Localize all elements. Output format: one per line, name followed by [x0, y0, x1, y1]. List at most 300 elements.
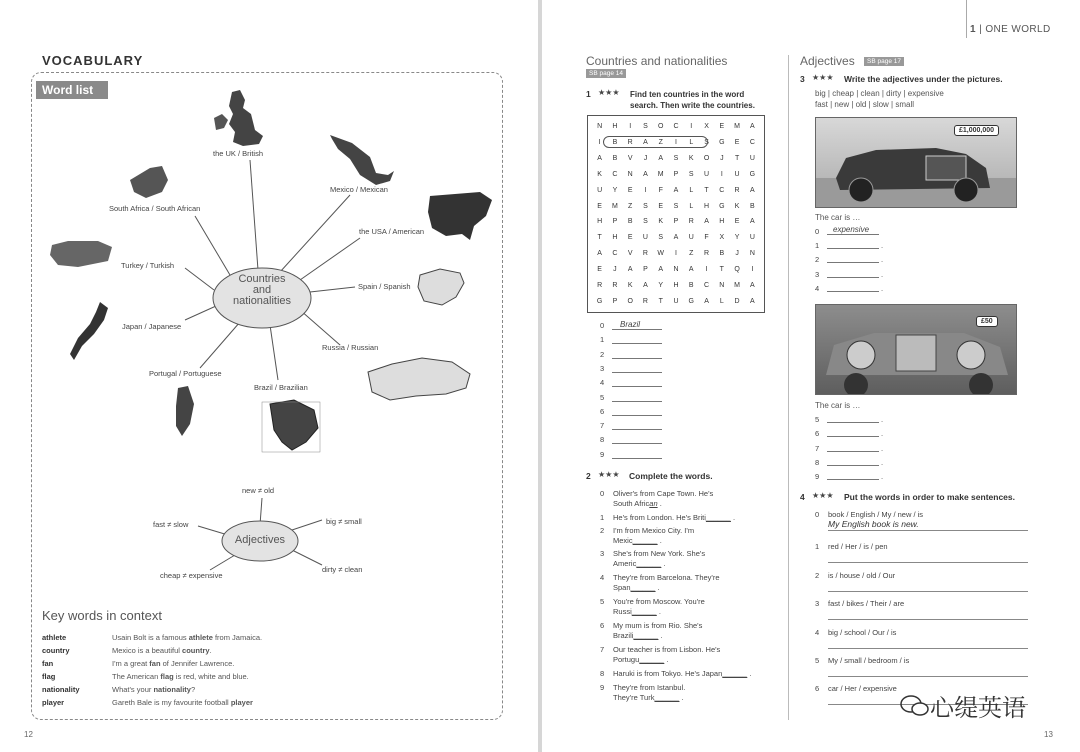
key-word: athlete	[42, 633, 67, 642]
grid-letter: E	[597, 265, 602, 273]
item-answer[interactable]: ______	[631, 607, 657, 616]
center-line-2: and	[252, 284, 272, 296]
key-word-row	[42, 659, 462, 668]
word-list-tab: Word list	[36, 81, 108, 99]
item-number: 3	[600, 549, 605, 558]
item-end: .	[664, 655, 669, 664]
grid-letter: E	[627, 186, 633, 194]
answer-blank[interactable]	[612, 436, 662, 444]
grid-letter: C	[719, 186, 725, 194]
grid-letter: N	[719, 281, 725, 289]
answer-line: 2 .	[815, 255, 884, 265]
wechat-icon	[900, 694, 930, 718]
complete-word-item	[600, 549, 780, 569]
item-number: 9	[600, 683, 605, 692]
item-number: 4	[815, 628, 820, 637]
grid-letter: P	[673, 218, 679, 226]
key-word-row	[42, 633, 462, 642]
kw-bold: fan	[149, 659, 161, 668]
grid-letter: H	[612, 123, 618, 131]
grid-letter: B	[627, 218, 633, 226]
kw-sentence: The American	[112, 672, 161, 681]
item-end: .	[747, 669, 752, 678]
item-answer[interactable]: ______	[722, 669, 748, 678]
complete-word-item	[600, 621, 780, 641]
adjectives-center-label: Adjectives	[234, 534, 286, 546]
grid-letter: A	[673, 186, 679, 194]
answer-blank[interactable]	[827, 255, 879, 263]
grid-letter: S	[643, 123, 648, 131]
grid-letter: T	[734, 155, 740, 163]
answer-line: 3 .	[815, 269, 884, 279]
exercise-2-number: 2	[586, 471, 591, 481]
answer-line	[600, 450, 662, 459]
item-number: 0	[815, 510, 820, 519]
item-text: Our teacher is from Lisbon. He's	[613, 645, 721, 654]
grid-letter: I	[675, 250, 677, 258]
answer-number: 2	[600, 349, 605, 359]
grid-letter: U	[673, 297, 679, 305]
answer-blank[interactable]	[612, 351, 662, 359]
key-word: flag	[42, 672, 56, 681]
sentence-item	[800, 656, 1032, 677]
item-end: .	[730, 513, 736, 522]
sentence-answer[interactable]	[828, 580, 1028, 592]
turkey-map-icon	[50, 241, 112, 267]
item-number: 5	[600, 597, 605, 606]
grid-letter: J	[643, 155, 648, 163]
answer-number: 3	[600, 363, 605, 373]
grid-letter: L	[689, 202, 694, 210]
answer-line	[600, 407, 662, 416]
answer-number: 1	[815, 241, 820, 250]
answer-number: 8	[600, 435, 605, 445]
grid-letter: P	[612, 218, 618, 226]
item-stem: South Afric	[613, 499, 650, 508]
item-number: 6	[600, 621, 605, 630]
exercise-3-instruction: Write the adjectives under the pictures.	[844, 74, 1003, 84]
answer-number: 1	[600, 335, 605, 345]
answer-blank[interactable]	[827, 415, 879, 423]
item-end: .	[661, 559, 666, 568]
grid-letter: U	[704, 170, 710, 178]
answer-blank[interactable]	[612, 408, 662, 416]
kw-post: from Jamaica.	[212, 633, 263, 642]
grid-letter: H	[673, 281, 679, 289]
grid-letter: R	[704, 250, 710, 258]
sentence-answer[interactable]: My English book is new.	[828, 519, 1028, 531]
key-word: fan	[42, 659, 54, 668]
answer-line: 0 expensive	[815, 227, 879, 236]
answer-line: 4 .	[815, 283, 884, 293]
answer-blank[interactable]	[612, 379, 662, 387]
answer-blank[interactable]	[612, 336, 662, 344]
item-text: I'm from Mexico City. I'm	[613, 526, 695, 535]
complete-word-item	[600, 513, 780, 523]
item-number: 2	[600, 526, 605, 535]
grid-letter: C	[612, 170, 618, 178]
grid-letter: V	[627, 155, 633, 163]
grid-letter: U	[749, 234, 755, 242]
grid-letter: A	[704, 297, 709, 305]
grid-letter: R	[597, 281, 603, 289]
grid-letter: A	[597, 155, 602, 163]
answer-blank[interactable]	[612, 422, 662, 430]
answer-line	[600, 350, 662, 359]
portugal-map-icon	[176, 386, 194, 436]
section-countries-title: Countries and nationalities	[586, 54, 728, 68]
grid-letter: C	[612, 250, 618, 258]
answer-line	[600, 421, 662, 430]
country-spain: Spain / Spanish	[358, 282, 411, 291]
mexico-map-icon	[330, 135, 394, 185]
item-answer[interactable]: ______	[636, 559, 662, 568]
grid-letter: O	[657, 123, 664, 131]
answer-blank[interactable]: Brazil	[612, 322, 662, 330]
grid-letter: B	[750, 202, 755, 210]
grid-letter: S	[658, 234, 664, 242]
grid-letter: A	[597, 250, 602, 258]
price-tag-expensive: £1,000,000	[954, 125, 999, 136]
grid-letter: U	[688, 234, 694, 242]
grid-letter: I	[675, 139, 677, 147]
grid-letter: J	[613, 265, 617, 273]
answer-line: 8 .	[815, 457, 884, 467]
item-end: .	[658, 631, 663, 640]
answer-line	[600, 364, 662, 373]
answer-line	[600, 435, 662, 444]
usa-map-icon	[428, 192, 492, 240]
answer-blank[interactable]	[612, 451, 662, 459]
left-page	[0, 0, 538, 752]
kw-bold: player	[230, 698, 253, 707]
exercise-3-number: 3	[800, 74, 805, 84]
grid-letter: R	[688, 218, 694, 226]
exercise-4-number: 4	[800, 492, 805, 502]
exercise-3-words-line-2: fast | new | old | slow | small	[815, 100, 915, 109]
kw-sentence: I'm a great	[112, 659, 150, 668]
grid-letter: S	[673, 155, 679, 163]
grid-letter: H	[719, 218, 725, 226]
item-text: She's from New York. She's	[613, 549, 706, 558]
grid-letter: I	[690, 123, 693, 131]
watermark-text: 心缇英语	[930, 694, 1026, 722]
answer-number: 2	[815, 255, 820, 265]
grid-letter: F	[658, 186, 663, 194]
grid-letter: M	[657, 170, 664, 178]
kw-post: ?	[190, 685, 196, 694]
grid-letter: A	[688, 265, 694, 273]
grid-letter: T	[597, 234, 602, 242]
grid-letter: A	[750, 218, 755, 226]
item-number: 3	[815, 599, 820, 608]
item-answer[interactable]: ______	[639, 655, 665, 664]
grid-letter: W	[657, 250, 665, 258]
grid-letter: B	[612, 155, 618, 163]
item-number: 4	[600, 573, 605, 582]
grid-letter: P	[643, 265, 648, 273]
grid-letter: D	[734, 297, 740, 305]
answer-blank[interactable]	[827, 270, 879, 278]
grid-letter: T	[658, 297, 663, 305]
grid-letter: P	[612, 297, 618, 305]
item-number: 2	[815, 571, 820, 580]
grid-letter: K	[734, 202, 740, 210]
item-text: They're from Barcelona. They're	[613, 573, 720, 582]
country-russia: Russia / Russian	[322, 343, 379, 352]
grid-letter: K	[597, 170, 602, 178]
item-number: 6	[815, 684, 820, 693]
kw-sentence: Gareth Bale is my favourite football	[112, 698, 231, 707]
grid-letter: O	[703, 155, 710, 163]
uk-map-icon	[229, 90, 263, 146]
grid-letter: Z	[628, 202, 633, 210]
item-text: Haruki is from Tokyo. He's Japan	[613, 669, 723, 678]
grid-letter: A	[643, 170, 648, 178]
grid-letter: Y	[612, 186, 618, 194]
section-adjectives-title: Adjectives	[800, 54, 855, 68]
brazil-circle	[603, 136, 708, 148]
kw-post: is red, white and blue.	[173, 672, 249, 681]
grid-letter: P	[673, 170, 679, 178]
answer-blank[interactable]	[612, 394, 662, 402]
unit-title: ONE WORLD	[985, 24, 1051, 35]
grid-letter: A	[627, 265, 633, 273]
item-answer[interactable]: ______	[632, 536, 658, 545]
grid-letter: G	[719, 139, 725, 147]
item-answer[interactable]: ______	[654, 693, 680, 702]
key-word: player	[42, 698, 65, 707]
item-text: He's from London. He's Briti	[613, 513, 706, 522]
grid-letter: M	[611, 202, 618, 210]
answer-number: 5	[815, 415, 820, 424]
word-order: red / Her / is / pen	[828, 542, 888, 551]
word-order: fast / bikes / Their / are	[828, 599, 905, 608]
grid-letter: N	[749, 250, 755, 258]
answer-number: 7	[600, 421, 605, 431]
item-number: 8	[600, 669, 605, 678]
vocabulary-title: VOCABULARY	[42, 53, 144, 68]
grid-letter: I	[629, 123, 632, 131]
grid-letter: N	[673, 265, 679, 273]
grid-letter: Z	[658, 139, 663, 147]
answer-number: 4	[600, 378, 605, 388]
russia-map-icon	[368, 358, 470, 400]
complete-word-item	[600, 669, 780, 679]
kw-bold: athlete	[188, 633, 213, 642]
grid-letter: V	[627, 250, 633, 258]
grid-letter: C	[673, 123, 679, 131]
grid-letter: L	[719, 297, 724, 305]
adj-new-old: new ≠ old	[242, 486, 275, 495]
sentence-item	[800, 599, 1032, 620]
item-text: You're from Moscow. You're	[613, 597, 705, 606]
grid-letter: R	[642, 297, 648, 305]
grid-letter: E	[597, 202, 602, 210]
item-stem: Brazili	[613, 631, 634, 640]
grid-letter: A	[643, 139, 648, 147]
item-end: .	[657, 499, 662, 508]
answer-line	[600, 321, 662, 330]
kw-bold: flag	[160, 672, 174, 681]
brazil-map-icon	[270, 400, 318, 450]
word-order: big / school / Our / is	[828, 628, 897, 637]
column-divider	[788, 55, 789, 720]
answer-blank[interactable]	[827, 241, 879, 249]
grid-letter: G	[749, 170, 756, 178]
item-answer[interactable]: ______	[633, 631, 659, 640]
sentence-item	[800, 628, 1032, 649]
answer-line	[600, 393, 662, 402]
sentence-answer[interactable]	[828, 608, 1028, 620]
exercise-1-number: 1	[586, 89, 591, 99]
answer-blank[interactable]	[827, 429, 879, 437]
grid-letter: A	[750, 123, 755, 131]
word-order: My / small / bedroom / is	[828, 656, 910, 665]
spain-map-icon	[418, 269, 464, 305]
grid-letter: Z	[689, 250, 694, 258]
answer-blank[interactable]	[827, 472, 879, 480]
grid-letter: A	[750, 281, 755, 289]
japan-map-icon	[70, 302, 108, 360]
center-line-3: nationalities	[232, 295, 292, 307]
answer-number: 9	[600, 449, 605, 459]
answer-line: 7 .	[815, 443, 884, 453]
item-number: 1	[600, 513, 605, 522]
grid-letter: K	[658, 218, 664, 226]
grid-letter: U	[597, 186, 603, 194]
adj-big-small: big ≠ small	[326, 517, 362, 526]
item-stem: Span	[613, 583, 631, 592]
answer-number: 8	[815, 457, 820, 467]
grid-letter: N	[627, 170, 633, 178]
car-is-label-1: The car is …	[815, 213, 861, 222]
sentence-answer[interactable]	[828, 551, 1028, 563]
answer-number: 9	[815, 472, 820, 482]
grid-letter: X	[704, 123, 709, 131]
grid-letter: Y	[734, 234, 740, 242]
answer-number: 7	[815, 443, 820, 453]
grid-letter: Y	[658, 281, 664, 289]
key-word-row	[42, 672, 462, 681]
grid-letter: C	[749, 139, 755, 147]
grid-letter: U	[734, 170, 740, 178]
exercise-2-instruction: Complete the words.	[629, 471, 713, 481]
answer-line: 9 .	[815, 472, 884, 482]
item-answer[interactable]: an	[649, 499, 658, 508]
grid-letter: M	[734, 123, 740, 131]
key-word-row	[42, 685, 462, 694]
grid-letter: S	[704, 139, 709, 147]
section-countries-badge: SB page 14	[586, 69, 626, 78]
answer-line: 5 .	[815, 415, 884, 424]
answer-line: 1 .	[815, 241, 884, 250]
grid-letter: N	[597, 123, 603, 131]
grid-letter: A	[673, 234, 679, 242]
item-stem: Americ	[613, 559, 637, 568]
grid-letter: I	[720, 170, 723, 178]
grid-letter: U	[642, 234, 648, 242]
kw-sentence: What's your	[112, 685, 154, 694]
word-order: book / English / My / new / is	[828, 510, 924, 519]
answer-line: 6 .	[815, 429, 884, 439]
answer-blank[interactable]	[827, 458, 879, 466]
grid-letter: S	[673, 202, 679, 210]
word-order: is / house / old / Our	[828, 571, 896, 580]
page-number-left: 12	[24, 730, 33, 739]
country-portugal: Portugal / Portuguese	[149, 369, 222, 378]
key-words-title: Key words in context	[42, 608, 162, 623]
item-number: 0	[600, 489, 605, 498]
adj-cheap-expensive: cheap ≠ expensive	[160, 571, 223, 580]
answer-number: 4	[815, 283, 820, 293]
complete-word-item	[600, 573, 780, 593]
header-divider	[966, 0, 967, 38]
key-word: country	[42, 646, 70, 655]
item-end: .	[657, 536, 662, 545]
exercise-4-instruction: Put the words in order to make sentences.	[844, 492, 1015, 502]
item-stem: Russi	[613, 607, 632, 616]
grid-letter: R	[642, 250, 648, 258]
grid-letter: A	[658, 265, 664, 273]
item-stem: They're Turk	[613, 693, 655, 702]
grid-letter: F	[704, 234, 709, 242]
watermark	[900, 688, 1026, 723]
complete-word-item	[600, 526, 780, 546]
word-order: car / Her / expensive	[828, 684, 897, 693]
answer-line	[600, 378, 662, 387]
grid-letter: I	[751, 265, 754, 273]
grid-letter: S	[688, 170, 694, 178]
answer-blank[interactable]	[827, 284, 879, 292]
item-number: 1	[815, 542, 820, 551]
grid-letter: A	[658, 155, 664, 163]
answer-blank[interactable]	[827, 444, 879, 452]
price-tag-cheap: £50	[976, 316, 998, 327]
item-text: They're from Istanbul.	[613, 683, 686, 692]
item-end: .	[655, 583, 660, 592]
grid-letter: G	[596, 297, 603, 305]
answer-blank[interactable]	[612, 365, 662, 373]
car-is-label-2: The car is …	[815, 401, 861, 410]
country-uk: the UK / British	[213, 149, 264, 158]
kw-sentence: Usain Bolt is a famous	[112, 633, 189, 642]
grid-letter: U	[749, 155, 755, 163]
grid-letter: B	[612, 139, 618, 147]
grid-letter: L	[689, 186, 694, 194]
sentence-answer[interactable]	[828, 637, 1028, 649]
item-answer[interactable]: ______	[705, 513, 731, 522]
answer-number: 6	[815, 429, 820, 439]
item-end: .	[679, 693, 684, 702]
unit-header: 1 | ONE WORLD	[970, 24, 1051, 35]
item-stem: Mexic	[613, 536, 633, 545]
country-japan: Japan / Japanese	[122, 322, 182, 331]
country-brazil: Brazil / Brazilian	[254, 383, 308, 392]
exercise-1-stars: ★★★	[598, 88, 620, 97]
grid-letter: R	[627, 139, 633, 147]
grid-letter: T	[704, 186, 709, 194]
exercise-1-instruction: Find ten countries in the word search. Then write the countries.	[630, 90, 755, 110]
grid-letter: B	[688, 281, 694, 289]
countries-center-label	[213, 274, 311, 307]
adj-fast-slow: fast ≠ slow	[153, 520, 189, 529]
sentence-answer[interactable]	[828, 665, 1028, 677]
grid-letter: C	[704, 281, 710, 289]
grid-letter: J	[720, 155, 724, 163]
exercise-2-stars: ★★★	[598, 470, 620, 479]
item-answer[interactable]: ______	[630, 583, 656, 592]
